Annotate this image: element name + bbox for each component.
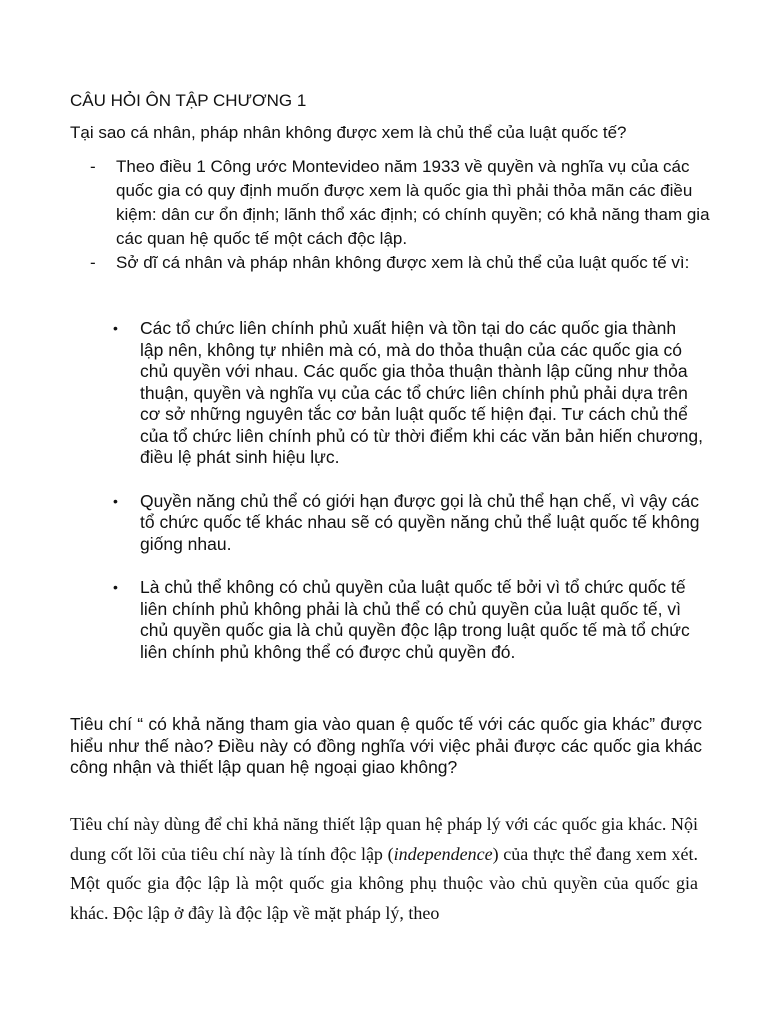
question-2: Tiêu chí “ có khả năng tham gia vào quan ệ quốc tế với các quốc gia khác” được hiểu như thế nào? Điều này có đồng nghĩa với việc phải được các quốc gia khác công nhận và thiết lập quan hệ ngoại giao không? — [70, 714, 702, 777]
dash-item-1 — [70, 155, 710, 251]
question-1: Tại sao cá nhân, pháp nhân không được xem là chủ thể của luật quốc tế? — [70, 123, 627, 142]
bullet-item-text: Các tổ chức liên chính phủ xuất hiện và tồn tại do các quốc gia thành lập nên, không tự nhiên mà có, mà do thỏa thuận của các quốc gia có chủ quyền với nhau. Các quốc gia thỏa thuận thành lập cũng như thỏa thuận, quyền và nghĩa vụ của các tổ chức liên chính phủ phải dựa trên cơ sở những nguyên tắc cơ bản luật quốc tế hiện đại. Tư cách chủ thể của tổ chức liên chính phủ có từ thời điểm khi các văn bản hiến chương, điều lệ phát sinh hiệu lực. — [140, 318, 703, 467]
bullet-item-3 — [113, 577, 703, 663]
bullet-dot-icon: • — [113, 492, 118, 509]
bullet-item-text: Là chủ thể không có chủ quyền của luật quốc tế bởi vì tổ chức quốc tế liên chính phủ không phải là chủ thể có chủ quyền của luật quốc tế, vì chủ quyền quốc gia là chủ quyền độc lập trong luật quốc tế mà tổ chức liên chính phủ không thể có được chủ quyền đó. — [140, 577, 690, 662]
dash-item-2 — [70, 251, 710, 275]
answer-paragraph — [70, 810, 698, 928]
paragraph-italic-term: independence — [393, 843, 493, 864]
dash-marker: - — [90, 157, 96, 176]
bullet-item-1 — [113, 318, 703, 469]
dash-item-text: Theo điều 1 Công ước Montevideo năm 1933 về quyền và nghĩa vụ của các quốc gia có quy định muốn được xem là quốc gia thì phải thỏa mãn các điều kiệm: dân cư ổn định; lãnh thổ xác định; có chính quyền; có khả năng tham gia các quan hệ quốc tế một cách độc lập. — [116, 157, 710, 248]
paragraph-text-2: ) của thực thể đang xem xét. Một quốc gia độc lập là một quốc gia không phụ thuộc vào chủ quyền của quốc gia khác. Độc lập ở đây là độc lập về mặt pháp lý, theo — [70, 843, 698, 923]
bullet-item-2 — [113, 491, 703, 556]
dash-item-text: Sở dĩ cá nhân và pháp nhân không được xem là chủ thể của luật quốc tế vì: — [116, 253, 690, 272]
dash-marker: - — [90, 253, 96, 272]
bullet-dot-icon: • — [113, 579, 118, 595]
bullet-dot-icon: • — [113, 320, 118, 336]
section-heading: CÂU HỎI ÔN TẬP CHƯƠNG 1 — [70, 91, 307, 110]
bullet-item-text: Quyền năng chủ thể có giới hạn được gọi là chủ thể hạn chế, vì vậy các tổ chức quốc tế khác nhau sẽ có quyền năng chủ thể luật quốc tế không giống nhau. — [140, 490, 700, 554]
dash-list — [70, 155, 710, 275]
bullet-list — [113, 318, 703, 685]
paragraph-text-1: Tiêu chí này dùng để chỉ khả năng thiết lập quan hệ pháp lý với các quốc gia khác. Nội dung cốt lõi của tiêu chí này là tính độc lập ( — [70, 814, 698, 864]
